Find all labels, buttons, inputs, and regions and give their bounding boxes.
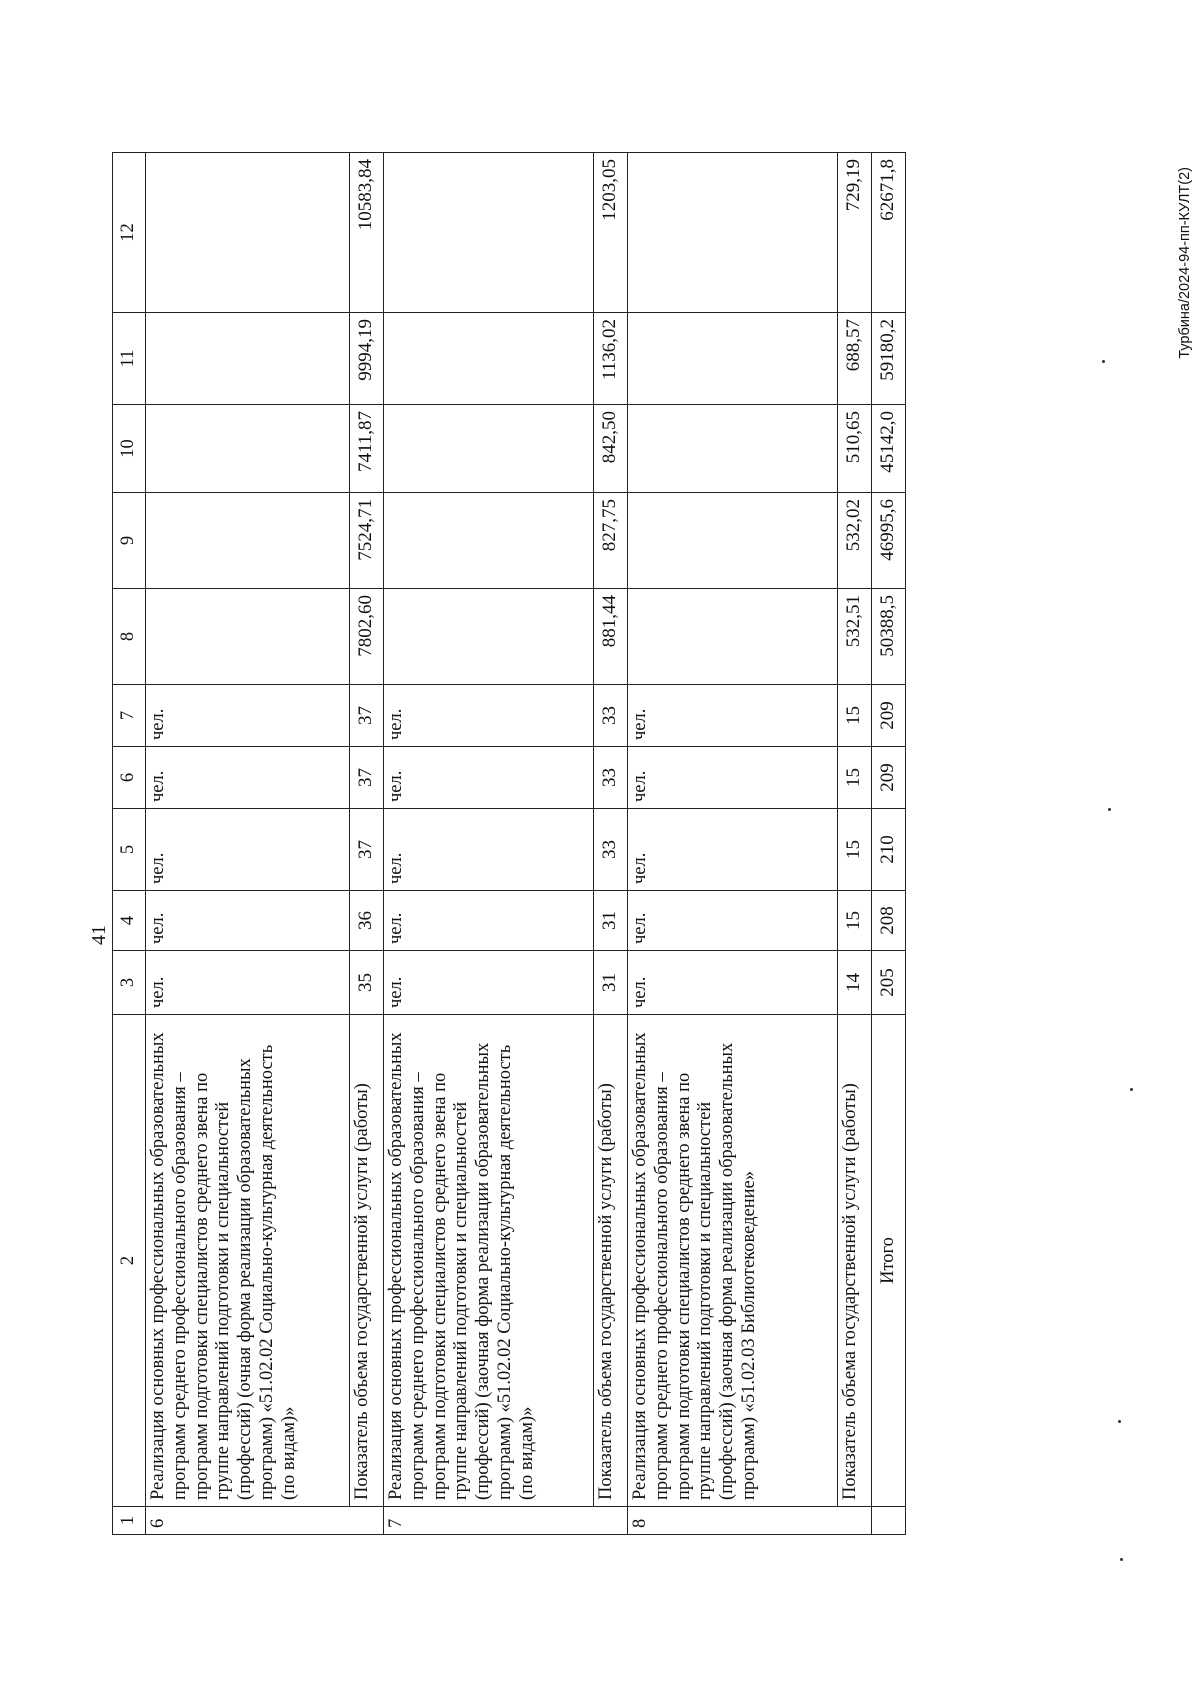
total-label: Итого [872, 1015, 906, 1507]
service-description: Реализация основных профессиональных образовательных программ среднего профессионального образования – программ подготовки специалистов среднего звена по группе направлений подготовки и специальностей (профессий) (заочная форма реализации образовательных программ) «51.02.03 Библиотековедение» [628, 1015, 838, 1507]
unit-cell: чел. [146, 685, 350, 747]
value-cell: 33 [594, 747, 628, 809]
header-cell: 8 [113, 589, 146, 685]
service-row [384, 153, 594, 1535]
total-cell: 209 [872, 747, 906, 809]
header-cell: 1 [113, 1507, 146, 1535]
row-number: 8 [628, 1507, 872, 1535]
value-cell: 14 [838, 951, 872, 1015]
indicator-label: Показатель объема государственной услуги (работы) [594, 1015, 628, 1507]
value-cell: 33 [594, 809, 628, 891]
header-cell: 9 [113, 493, 146, 589]
value-cell: 15 [838, 891, 872, 951]
header-cell: 10 [113, 405, 146, 493]
value-cell: 827,75 [594, 493, 628, 589]
value-cell: 33 [594, 685, 628, 747]
unit-cell: чел. [146, 809, 350, 891]
unit-cell: чел. [628, 685, 838, 747]
header-cell: 12 [113, 153, 146, 313]
rotated-page [0, 137, 1200, 1697]
total-cell: 205 [872, 951, 906, 1015]
indicator-row [594, 153, 628, 1535]
total-cell: 209 [872, 685, 906, 747]
value-cell: 35 [350, 951, 384, 1015]
total-cell: 59180,2 [872, 313, 906, 405]
scan-speck [1108, 808, 1111, 811]
value-cell: 7411,87 [350, 405, 384, 493]
header-cell: 5 [113, 809, 146, 891]
scan-speck [1120, 1558, 1123, 1561]
value-cell: 1203,05 [594, 153, 628, 313]
value-cell: 31 [594, 891, 628, 951]
total-cell: 208 [872, 891, 906, 951]
header-cell: 4 [113, 891, 146, 951]
data-table [112, 152, 906, 1535]
value-cell: 510,65 [838, 405, 872, 493]
total-cell: 46995,6 [872, 493, 906, 589]
header-cell: 2 [113, 1015, 146, 1507]
indicator-label: Показатель объема государственной услуги (работы) [350, 1015, 384, 1507]
indicator-row [350, 153, 384, 1535]
unit-cell: чел. [628, 747, 838, 809]
unit-cell: чел. [384, 951, 594, 1015]
value-cell: 15 [838, 809, 872, 891]
page-number: 41 [88, 925, 110, 945]
unit-cell: чел. [384, 685, 594, 747]
value-cell: 10583,84 [350, 153, 384, 313]
unit-cell: чел. [146, 891, 350, 951]
scan-speck [1118, 1420, 1121, 1423]
value-cell: 729,19 [838, 153, 872, 313]
service-description: Реализация основных профессиональных образовательных программ среднего профессионального образования – программ подготовки специалистов среднего звена по группе направлений подготовки и специальностей (профессий) (заочная форма реализации образовательных программ) «51.02.02 Социально-культурная деятельность (по видам)» [384, 1015, 594, 1507]
value-cell: 37 [350, 685, 384, 747]
indicator-row [838, 153, 872, 1535]
value-cell: 31 [594, 951, 628, 1015]
header-row [113, 153, 146, 1535]
indicator-label: Показатель объема государственной услуги (работы) [838, 1015, 872, 1507]
header-cell: 7 [113, 685, 146, 747]
value-cell: 7802,60 [350, 589, 384, 685]
value-cell: 15 [838, 747, 872, 809]
service-description: Реализация основных профессиональных образовательных программ среднего профессионального образования – программ подготовки специалистов среднего звена по группе направлений подготовки и специальностей (профессий) (очная форма реализации образовательных программ) «51.02.02 Социально-культурная деятельность (по видам)» [146, 1015, 350, 1507]
row-number: 6 [146, 1507, 384, 1535]
unit-cell: чел. [146, 951, 350, 1015]
value-cell: 36 [350, 891, 384, 951]
value-cell: 15 [838, 685, 872, 747]
unit-cell: чел. [384, 809, 594, 891]
total-cell: 210 [872, 809, 906, 891]
document-reference: Турбина/2024-94-пп-КУЛТ(2) [1177, 167, 1193, 359]
service-row [628, 153, 838, 1535]
value-cell: 1136,02 [594, 313, 628, 405]
unit-cell: чел. [628, 809, 838, 891]
total-row [872, 153, 906, 1535]
unit-cell: чел. [384, 747, 594, 809]
value-cell: 881,44 [594, 589, 628, 685]
unit-cell: чел. [628, 891, 838, 951]
header-cell: 11 [113, 313, 146, 405]
value-cell: 9994,19 [350, 313, 384, 405]
value-cell: 37 [350, 809, 384, 891]
unit-cell: чел. [146, 747, 350, 809]
value-cell: 842,50 [594, 405, 628, 493]
value-cell: 532,51 [838, 589, 872, 685]
value-cell: 688,57 [838, 313, 872, 405]
scan-speck [1130, 1088, 1133, 1091]
total-cell: 50388,5 [872, 589, 906, 685]
total-cell: 62671,8 [872, 153, 906, 313]
scan-speck [1102, 360, 1105, 363]
value-cell: 37 [350, 747, 384, 809]
row-number: 7 [384, 1507, 628, 1535]
value-cell: 7524,71 [350, 493, 384, 589]
header-cell: 3 [113, 951, 146, 1015]
service-row [146, 153, 350, 1535]
total-cell: 45142,0 [872, 405, 906, 493]
value-cell: 532,02 [838, 493, 872, 589]
header-cell: 6 [113, 747, 146, 809]
unit-cell: чел. [628, 951, 838, 1015]
unit-cell: чел. [384, 891, 594, 951]
